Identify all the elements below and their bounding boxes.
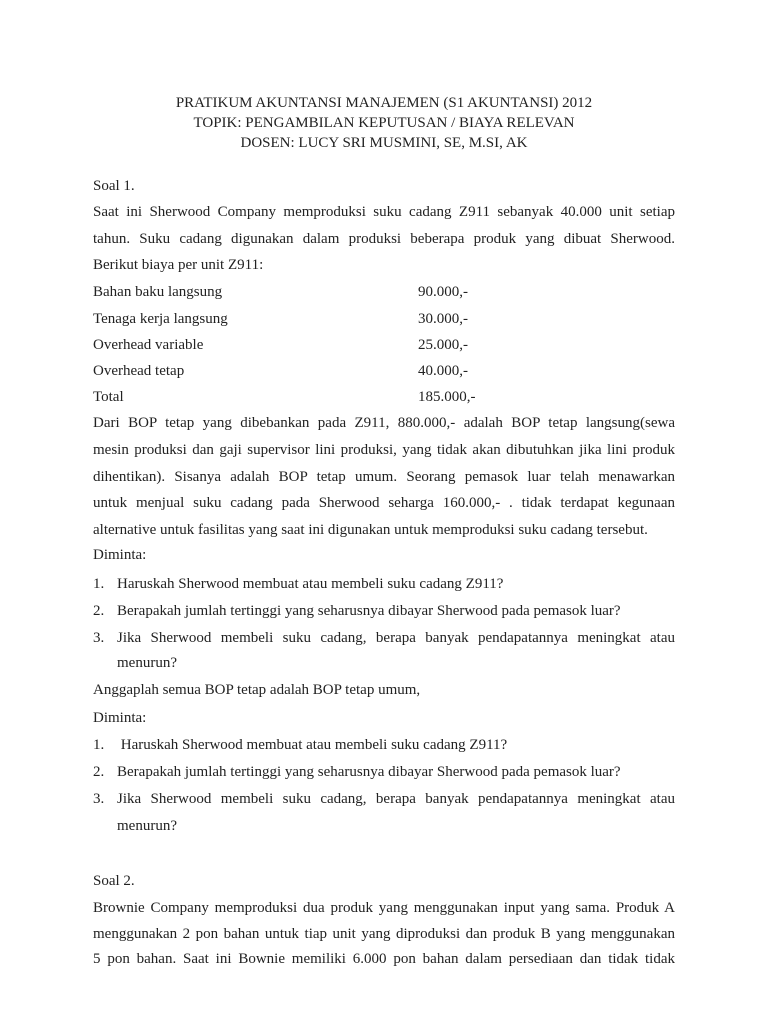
paragraph-line: Saat ini Sherwood Company memproduksi suku cadang Z911 sebanyak 40.000 unit setiap xyxy=(93,204,675,220)
header-topic: TOPIK: PENGAMBILAN KEPUTUSAN / BIAYA RELEVAN xyxy=(193,115,575,131)
cost-row xyxy=(93,283,675,301)
item-text-cont: menurun? xyxy=(117,818,177,834)
cost-value: 25.000,- xyxy=(418,337,468,353)
cost-label: Total xyxy=(93,389,124,405)
cost-label: Tenaga kerja langsung xyxy=(93,311,228,327)
question-item xyxy=(93,575,675,593)
paragraph-line: menggunakan 2 pon bahan untuk tiap unit yang diproduksi dan produk B yang menggunakan xyxy=(93,926,675,942)
question-item xyxy=(93,602,675,620)
item-text: Jika Sherwood membeli suku cadang, berapa banyak pendapatannya meningkat atau xyxy=(117,630,675,646)
item-text: Berapakah jumlah tertinggi yang seharusnya dibayar Sherwood pada pemasok luar? xyxy=(117,603,621,619)
header-title: PRATIKUM AKUNTANSI MANAJEMEN (S1 AKUNTANSI) 2012 xyxy=(175,95,593,111)
paragraph-line: mesin produksi dan gaji supervisor lini produksi, yang tidak akan dibutuhkan jika lini produk xyxy=(93,442,675,458)
paragraph-line: Berikut biaya per unit Z911: xyxy=(93,257,264,273)
paragraph-line: Brownie Company memproduksi dua produk yang menggunakan input yang sama. Produk A xyxy=(93,900,675,916)
item-text: Jika Sherwood membeli suku cadang, berapa banyak pendapatannya meningkat atau xyxy=(117,791,675,807)
question-item xyxy=(93,736,675,754)
diminta-label: Diminta: xyxy=(93,547,147,563)
paragraph-line: dihentikan). Sisanya adalah BOP tetap umum. Seorang pemasok luar telah menawarkan xyxy=(93,469,675,485)
item-number: 1. xyxy=(93,737,105,753)
header-lecturer: DOSEN: LUCY SRI MUSMINI, SE, M.SI, AK xyxy=(240,135,528,151)
cost-row-total xyxy=(93,388,675,406)
item-number: 1. xyxy=(93,576,105,592)
cost-row xyxy=(93,310,675,328)
paragraph-line: untuk menjual suku cadang pada Sherwood seharga 160.000,- . tidak terdapat kegunaan xyxy=(93,495,675,511)
cost-value: 30.000,- xyxy=(418,311,468,327)
paragraph-line: alternative untuk fasilitas yang saat ini digunakan untuk memproduksi suku cadang tersebut. xyxy=(93,522,648,538)
paragraph-line: tahun. Suku cadang digunakan dalam produksi beberapa produk yang dibuat Sherwood. xyxy=(93,231,675,247)
item-number: 3. xyxy=(93,791,105,807)
soal1-title: Soal 1. xyxy=(93,178,135,194)
cost-row xyxy=(93,336,675,354)
cost-value: 40.000,- xyxy=(418,363,468,379)
question-item xyxy=(93,629,675,647)
item-text-cont: menurun? xyxy=(117,655,177,671)
item-text: Berapakah jumlah tertinggi yang seharusnya dibayar Sherwood pada pemasok luar? xyxy=(117,764,621,780)
item-number: 3. xyxy=(93,630,105,646)
cost-label: Overhead tetap xyxy=(93,363,185,379)
diminta-label: Diminta: xyxy=(93,710,147,726)
cost-label: Overhead variable xyxy=(93,337,204,353)
question-item xyxy=(93,790,675,808)
cost-label: Bahan baku langsung xyxy=(93,284,223,300)
paragraph-line: Dari BOP tetap yang dibebankan pada Z911, 880.000,- adalah BOP tetap langsung(sewa xyxy=(93,415,675,431)
cost-row xyxy=(93,362,675,380)
soal2-title: Soal 2. xyxy=(93,873,135,889)
item-number: 2. xyxy=(93,603,105,619)
cost-value: 185.000,- xyxy=(418,389,476,405)
cost-value: 90.000,- xyxy=(418,284,468,300)
item-number: 2. xyxy=(93,764,105,780)
paragraph-line: 5 pon bahan. Saat ini Bownie memiliki 6.000 pon bahan dalam persediaan dan tidak tidak xyxy=(93,951,675,967)
question-item xyxy=(93,763,675,781)
assumption-line: Anggaplah semua BOP tetap adalah BOP tetap umum, xyxy=(93,682,421,698)
item-text: Haruskah Sherwood membuat atau membeli suku cadang Z911? xyxy=(117,737,508,753)
item-text: Haruskah Sherwood membuat atau membeli suku cadang Z911? xyxy=(117,576,504,592)
